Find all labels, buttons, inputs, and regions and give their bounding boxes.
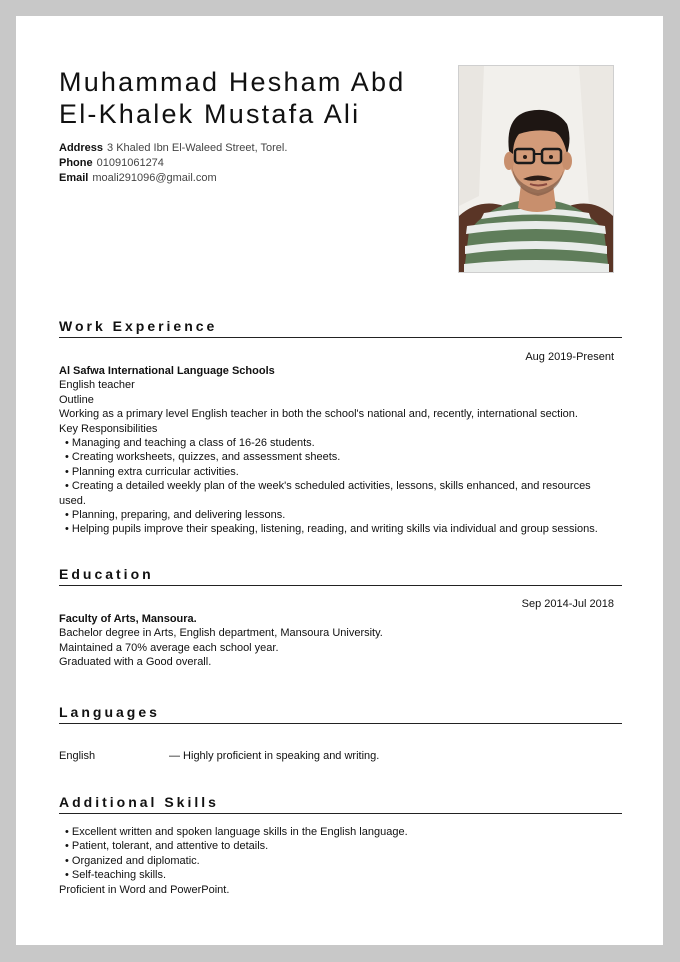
work-experience-heading: Work Experience — [59, 318, 622, 338]
languages-heading: Languages — [59, 704, 622, 724]
outline-text: Working as a primary level English teacher in both the school's national and, recently, international section. — [59, 408, 578, 421]
list-item: • Organized and diplomatic. — [65, 854, 200, 867]
work-date: Aug 2019-Present — [525, 351, 614, 363]
skills-extra: Proficient in Word and PowerPoint. — [59, 883, 230, 896]
education-line: Bachelor degree in Arts, English department, Mansoura University. — [59, 627, 383, 640]
list-item: • Patient, tolerant, and attentive to details. — [65, 840, 269, 853]
list-item: • Creating a detailed weekly plan of the week's scheduled activities, lessons, skills enhanced, and resources used. — [59, 480, 591, 507]
phone-label: Phone — [59, 157, 93, 169]
email-label: Email — [59, 172, 89, 184]
outline-label: Outline — [59, 393, 94, 406]
list-item: • Managing and teaching a class of 16-26 students. — [65, 437, 315, 450]
phone-value: 01091061274 — [96, 157, 164, 169]
list-item: • Planning extra curricular activities. — [65, 465, 239, 478]
language-name: English — [59, 750, 96, 762]
education-entry — [59, 612, 614, 670]
email-line — [59, 171, 287, 186]
work-role: English teacher — [59, 379, 135, 392]
skills-list — [59, 825, 614, 897]
education-heading: Education — [59, 566, 622, 586]
address-label: Address — [59, 142, 104, 154]
education-date: Sep 2014-Jul 2018 — [521, 598, 614, 610]
list-item: • Creating worksheets, quizzes, and assessment sheets. — [65, 451, 341, 464]
contact-info — [59, 141, 287, 186]
responsibilities-label: Key Responsibilities — [59, 422, 158, 435]
resume-page — [16, 16, 663, 945]
list-item: • Planning, preparing, and delivering lessons. — [65, 509, 286, 522]
list-item: • Excellent written and spoken language skills in the English language. — [65, 826, 408, 838]
profile-photo — [458, 65, 614, 273]
portrait-illustration — [459, 66, 613, 272]
language-proficiency: — Highly proficient in speaking and writing. — [169, 750, 380, 762]
email-value: moali291096@gmail.com — [92, 172, 217, 184]
list-item: • Self-teaching skills. — [65, 869, 167, 882]
education-institution: Faculty of Arts, Mansoura. — [59, 613, 197, 625]
work-organization: Al Safwa International Language Schools — [59, 365, 275, 377]
work-experience-entry — [59, 364, 614, 537]
education-line: Maintained a 70% average each school year. — [59, 641, 279, 654]
full-name: Muhammad Hesham Abd El-Khalek Mustafa Ali — [59, 67, 406, 129]
address-value: 3 Khaled Ibn El-Waleed Street, Torel. — [107, 142, 288, 154]
education-line: Graduated with a Good overall. — [59, 656, 212, 669]
phone-line — [59, 156, 287, 171]
address-line — [59, 141, 287, 156]
additional-skills-heading: Additional Skills — [59, 794, 622, 814]
list-item: • Helping pupils improve their speaking, listening, reading, and writing skills via individual and group sessions. — [65, 523, 598, 536]
